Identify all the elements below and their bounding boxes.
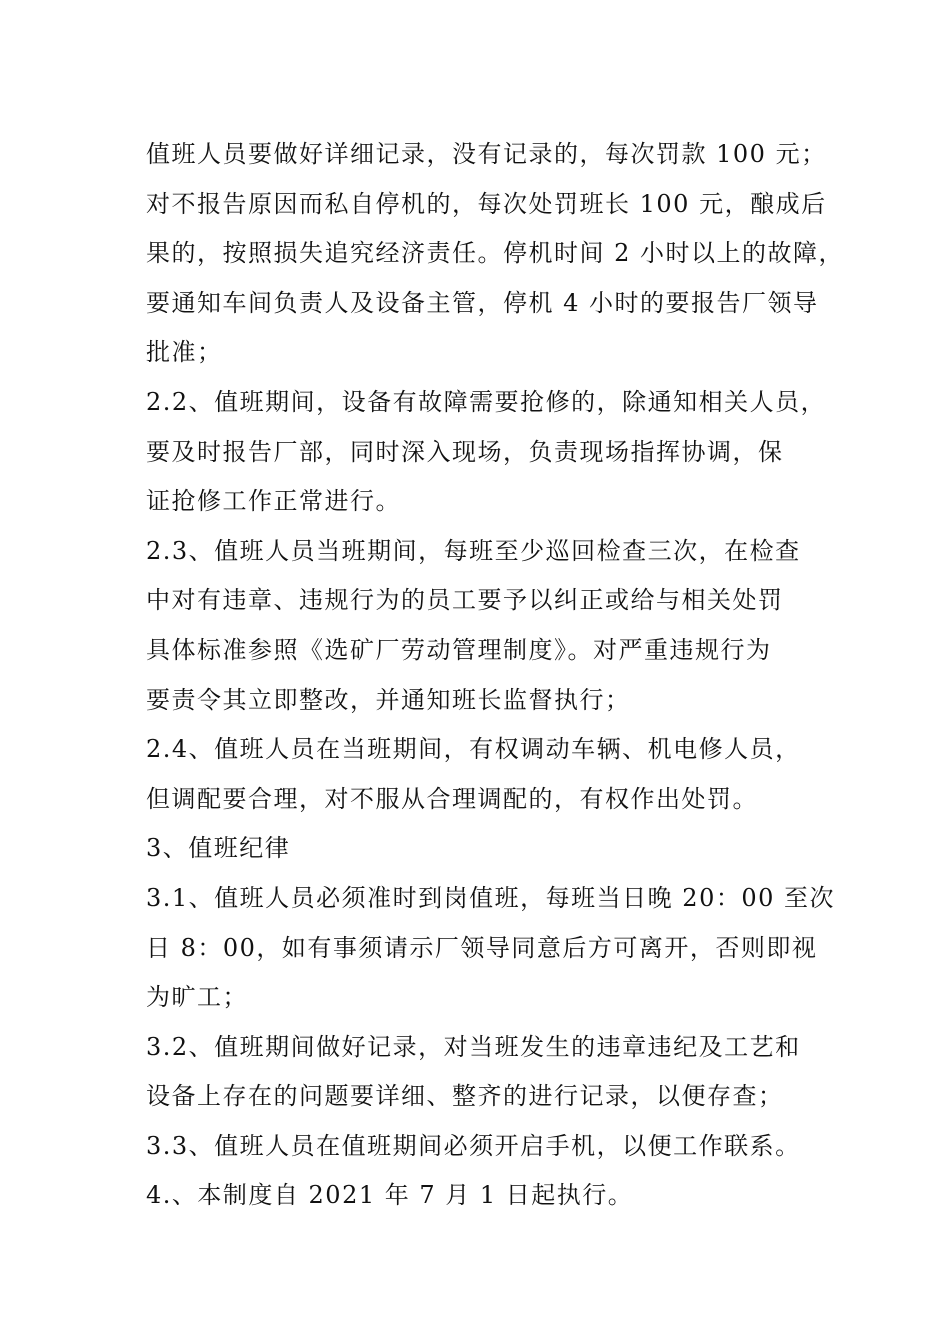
section-heading: 3、值班纪律 (146, 834, 291, 863)
text-line: 4.、本制度自 2021 年 7 月 1 日起执行。 (146, 1181, 634, 1210)
text-line: 要责令其立即整改，并通知班长监督执行； (146, 685, 631, 714)
text-line: 值班人员要做好详细记录，没有记录的，每次罚款 100 元； (146, 140, 827, 168)
text-line: 但调配要合理，对不服从合理调配的，有权作出处罚。 (146, 784, 758, 813)
document-body (146, 130, 845, 1221)
text-line: 3.1、值班人员必须准时到岗值班，每班当日晚 20：00 至次 (146, 883, 836, 912)
text-line: 2.3、值班人员当班期间，每班至少巡回检查三次，在检查 (146, 536, 801, 565)
text-line: 日 8：00，如有事须请示厂领导同意后方可离开，否则即视 (146, 933, 818, 962)
text-line: 2.2、值班期间，设备有故障需要抢修的，除通知相关人员， (146, 387, 827, 416)
text-line: 中对有违章、违规行为的员工要予以纠正或给与相关处罚 (146, 586, 784, 615)
text-line: 为旷工； (146, 983, 248, 1012)
text-line: 要通知车间负责人及设备主管，停机 4 小时的要报告厂领导 (146, 288, 819, 317)
text-line: 对不报告原因而私自停机的，每次处罚班长 100 元，酿成后 (146, 189, 827, 218)
text-line: 要及时报告厂部，同时深入现场，负责现场指挥协调，保 (146, 437, 784, 466)
text-line: 果的，按照损失追究经济责任。停机时间 2 小时以上的故障， (146, 239, 845, 268)
text-line: 2.4、值班人员在当班期间，有权调动车辆、机电修人员， (146, 735, 801, 764)
text-line: 证抢修工作正常进行。 (146, 487, 401, 516)
text-line: 3.3、值班人员在值班期间必须开启手机，以便工作联系。 (146, 1131, 801, 1160)
text-line: 设备上存在的问题要详细、整齐的进行记录，以便存查； (146, 1082, 784, 1111)
text-line: 3.2、值班期间做好记录，对当班发生的违章违纪及工艺和 (146, 1032, 801, 1061)
text-line: 具体标准参照《选矿厂劳动管理制度》。对严重违规行为 (146, 635, 772, 664)
text-line: 批准； (146, 338, 223, 367)
